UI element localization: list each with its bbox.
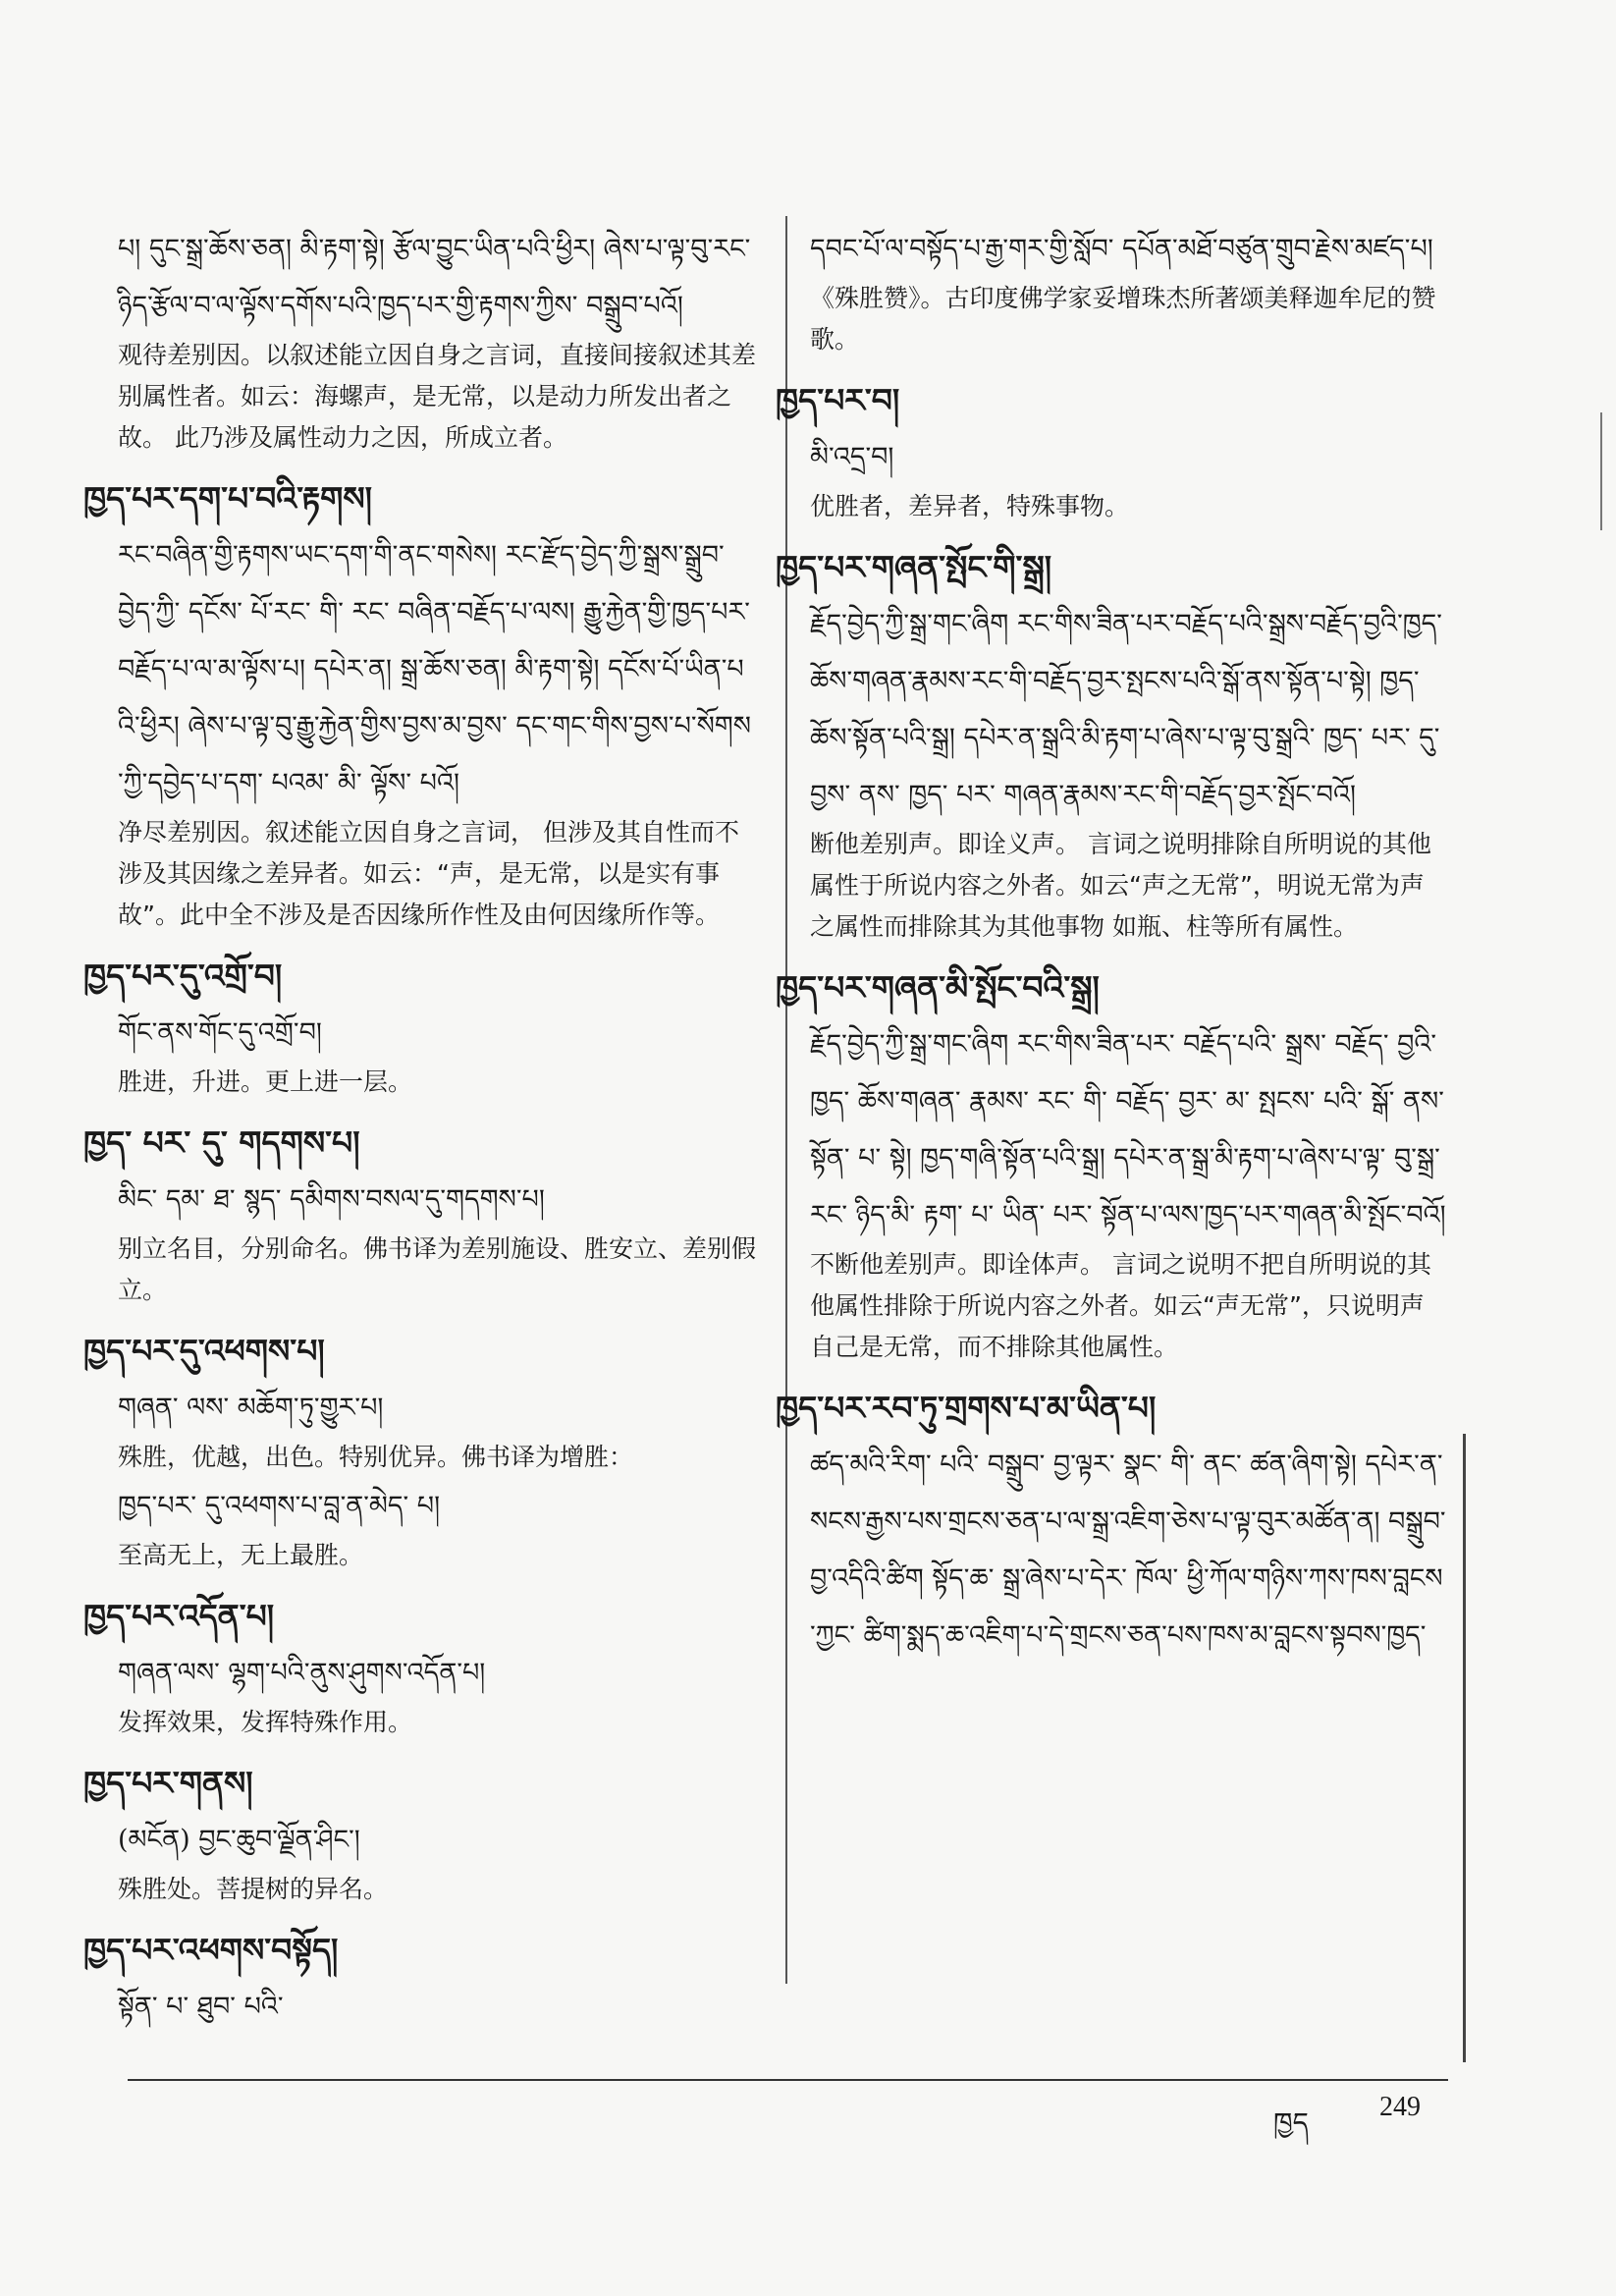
entry-tibetan: དབང་པོ་ལ་བསྟོད་པ་རྒྱ་གར་གྱི་སློབ་ དཔོན་མཐོ་བཙུན་གྲུབ་རྗེས་མཛད་པ། <box>810 234 1433 264</box>
entry-chinese: 断他差别声。即诠义声。 言词之说明排除自所明说的其他属性于所说内容之外者。如云“声之无常”，明说无常为声之属性而排除其为其他事物 如瓶、柱等所有属性。 <box>810 830 1431 941</box>
entry-headword: ཁྱད་པར་གཞན་སྤོང་གི་སྒྲ། <box>776 548 1052 586</box>
dictionary-entry <box>83 470 756 936</box>
entry-chinese: 优胜者，差异者，特殊事物。 <box>810 492 1130 520</box>
entry-chinese: 《殊胜赞》。古印度佛学家妥增珠杰所著颂美释迦牟尼的赞歌。 <box>810 284 1436 354</box>
dictionary-entry <box>83 1115 757 1311</box>
dictionary-entry <box>83 1588 756 1743</box>
entry-headword: ཁྱད་པར་རབ་ཏུ་གྲགས་པ་མ་ཡིན་པ། <box>776 1389 1157 1427</box>
entry-tibetan: རང་བཞིན་གྱི་རྟགས་ཡང་དག་གི་ནང་གསེས། རང་རྫོད་བྱེད་ཀྱི་སྒྲས་སྒྲུབ་ བྱེད་ཀྱི་ དངོས་ པོ་རང་ གི་ རང་ བཞིན་བརྗོད་པ་ལས། རྒྱུ་རྐྱེན་གྱི་ཁྱད་པར་བརྗོད་པ་ལ་མ་ལྟོས་པ། དཔེར་ན། སྒྲ་ཆོས་ཅན། མི་རྟག་སྟེ། དངོས་པོ་ཡིན་པའི་ཕྱིར། ཞེས་པ་ལྟ་བུ་རྒྱུ་རྐྱེན་གྱིས་བྱས་མ་བྱས་ དང་གང་གིས་བྱས་པ་སོགས་ཀྱི་དབྱེད་པ་དག་ པའམ་ མི་ ལྟོས་ པའོ། <box>118 540 752 798</box>
entry-tibetan: (མངོན) བྱང་ཆུབ་ལྗོན་ཤིང་། <box>118 1825 360 1855</box>
left-column <box>83 221 757 2048</box>
entry-chinese: 观待差别因。以叙述能立因自身之言词，直接间接叙述其差别属性者。如云：海螺声，是无常，以是动力所发出者之故。 此乃涉及属性动力之因，所成立者。 <box>118 341 757 452</box>
entry-chinese: 殊胜处。菩提树的异名。 <box>118 1875 389 1903</box>
footer-rule <box>128 2079 1448 2081</box>
entry-chinese-after: 至高无上，无上最胜。 <box>118 1541 364 1569</box>
entry-tibetan: ཚད་མའི་རིག་ པའི་ བསྒྲུབ་ བྱ་ལྟར་ སྣང་ གི་ ནང་ ཚན་ཞིག་སྟེ། དཔེར་ན་སངས་རྒྱས་པས་གྲངས་ཅན་པ་ལ་སྒྲ་འཇིག་ཅེས་པ་ལྟ་བུར་མཚོན་ན། བསྒྲུབ་བྱ་འདིའི་ཚིག སྟོད་ཆ་ སྒྲ་ཞེས་པ་དེར་ ཁོལ་ ཕྱི་ཀོལ་གཉིས་ཀས་ཁས་བླངས་ཀྱང་ ཚིག་སྨད་ཆ་འཇིག་པ་དེ་གྲངས་ཅན་པས་ཁས་མ་བླངས་སྟབས་ཁྱད་ <box>810 1449 1446 1651</box>
dictionary-entry <box>83 1922 756 2036</box>
entry-chinese: 净尽差别因。叙述能立因自身之言词， 但涉及其自性而不涉及其因缘之差异者。如云：“声，是无常，以是实有事故”。此中全不涉及是否因缘所作性及由何因缘所作等。 <box>118 818 739 929</box>
dictionary-entry <box>776 539 1448 948</box>
entry-continued-left <box>118 221 756 459</box>
entry-tibetan: གཞན་ ལས་ མཆོག་ཏུ་གྱུར་པ། <box>118 1393 384 1423</box>
entry-tibetan: གོང་ནས་གོང་དུ་འགྲོ་བ། <box>118 1017 322 1048</box>
entry-headword: ཁྱད་པར་འདོན་པ། <box>83 1597 275 1635</box>
entry-tibetan: མི་འདྲ་བ། <box>810 442 894 472</box>
dictionary-entry <box>83 948 756 1103</box>
entry-headword: ཁྱད་པར་དག་པ་བའི་རྟགས། <box>83 479 372 518</box>
entry-chinese: 不断他差别声。即诠体声。 言词之说明不把自所明说的其他属性排除于所说内容之外者。如云“声无常”，只说明声自己是无常，而不排除其他属性。 <box>810 1250 1431 1361</box>
right-edge-line <box>1463 1434 1466 2062</box>
dictionary-entry <box>83 1323 756 1576</box>
dictionary-entry <box>83 1755 756 1910</box>
margin-marks <box>1600 412 1612 530</box>
page-number: 249 <box>1379 2092 1421 2122</box>
dictionary-entry <box>776 959 1448 1368</box>
entry-headword: ཁྱད་པར་གཞན་མི་སྤོང་བའི་སྒྲ། <box>776 968 1100 1007</box>
entry-continued-right <box>810 221 1448 360</box>
entry-chinese: 发挥效果，发挥特殊作用。 <box>118 1708 413 1736</box>
dictionary-entry <box>776 372 1448 527</box>
entry-chinese: 殊胜，优越，出色。特别优异。佛书译为增胜： <box>118 1443 634 1471</box>
entry-tibetan: རྗོད་བྱེད་ཀྱི་སྒྲ་གང་ཞིག རང་གིས་ཟིན་པར་བརྗོད་པའི་སྒྲས་བརྗོད་བྱའི་ཁྱད་ཆོས་གཞན་རྣམས་རང་གི་བརྗོད་བྱར་སྤངས་པའི་སྒོ་ནས་སྟོན་པ་སྟེ། ཁྱད་ཆོས་སྟོན་པའི་སྒྲ། དཔེར་ན་སྒྲའི་མི་རྟག་པ་ཞེས་པ་ལྟ་བུ་སྒྲའི་ ཁྱད་ པར་ དུ་བྱས་ ནས་ ཁྱད་ པར་ གཞན་རྣམས་རང་གི་བརྗོད་བྱར་སྤོང་བའོ། <box>810 609 1442 810</box>
entry-headword: ཁྱད་ པར་ དུ་ གདགས་པ། <box>83 1123 360 1162</box>
dictionary-entry <box>776 1380 1448 1665</box>
entry-chinese: 胜进，升进。更上进一层。 <box>118 1067 413 1096</box>
entry-tibetan: པ། དུང་སྒྲ་ཆོས་ཅན། མི་རྟག་སྟེ། རྩོལ་བྱུང་ཡིན་པའི་ཕྱིར། ཞེས་པ་ལྟ་བུ་རང་ཉིད་རྩོལ་བ་ལ་ལྟོས་དགོས་པའི་ཁྱད་པར་གྱི་རྟགས་ཀྱིས་ བསྒྲུབ་པའོ། <box>118 234 751 321</box>
entry-headword: ཁྱད་པར་འཕགས་བསྟོད། <box>83 1931 339 1969</box>
right-column <box>776 221 1448 1676</box>
entry-tibetan: རྗོད་བྱེད་ཀྱི་སྒྲ་གང་ཞིག རང་གིས་ཟིན་པར་ བརྗོད་པའི་ སྒྲས་ བརྗོད་ བྱའི་ཁྱད་ ཆོས་གཞན་ རྣམས་ རང་ གི་ བརྗོད་ བྱར་ མ་ སྤངས་ པའི་ སྒོ་ ནས་ སྟོན་ པ་ སྟེ། ཁྱད་གཞི་སྟོན་པའི་སྒྲ། དཔེར་ན་སྒྲ་མི་རྟག་པ་ཞེས་པ་ལྟ་ བུ་སྒྲ་རང་ ཉིད་མི་ རྟག་ པ་ ཡིན་ པར་ སྟོན་པ་ལས་ཁྱད་པར་གཞན་མི་སྤོང་བའོ། <box>810 1029 1446 1230</box>
entry-headword: ཁྱད་པར་གནས། <box>83 1764 253 1802</box>
entry-tibetan: གཞན་ལས་ ལྷག་པའི་ནུས་ཤུགས་འདོན་པ། <box>118 1658 486 1688</box>
running-header-word: ཁྱད <box>1273 2106 1309 2139</box>
entry-headword: ཁྱད་པར་དུ་འགྲོ་བ། <box>83 957 283 995</box>
entry-headword: ཁྱད་པར་བ། <box>776 381 900 419</box>
entry-headword: ཁྱད་པར་དུ་འཕགས་པ། <box>83 1332 325 1370</box>
entry-tibetan-after: ཁྱད་པར་ དུ་འཕགས་པ་བླ་ན་མེད་ པ། <box>118 1491 441 1521</box>
column-divider <box>785 216 787 1984</box>
entry-chinese: 别立名目，分别命名。佛书译为差别施设、胜安立、差别假立。 <box>118 1234 757 1304</box>
entry-tibetan: སྟོན་ པ་ ཐུབ་ པའི་ <box>118 1992 284 2022</box>
entry-tibetan: མིང་ དམ་ ཐ་ སྙད་ དམིགས་བསལ་དུ་གདགས་པ། <box>118 1184 545 1215</box>
